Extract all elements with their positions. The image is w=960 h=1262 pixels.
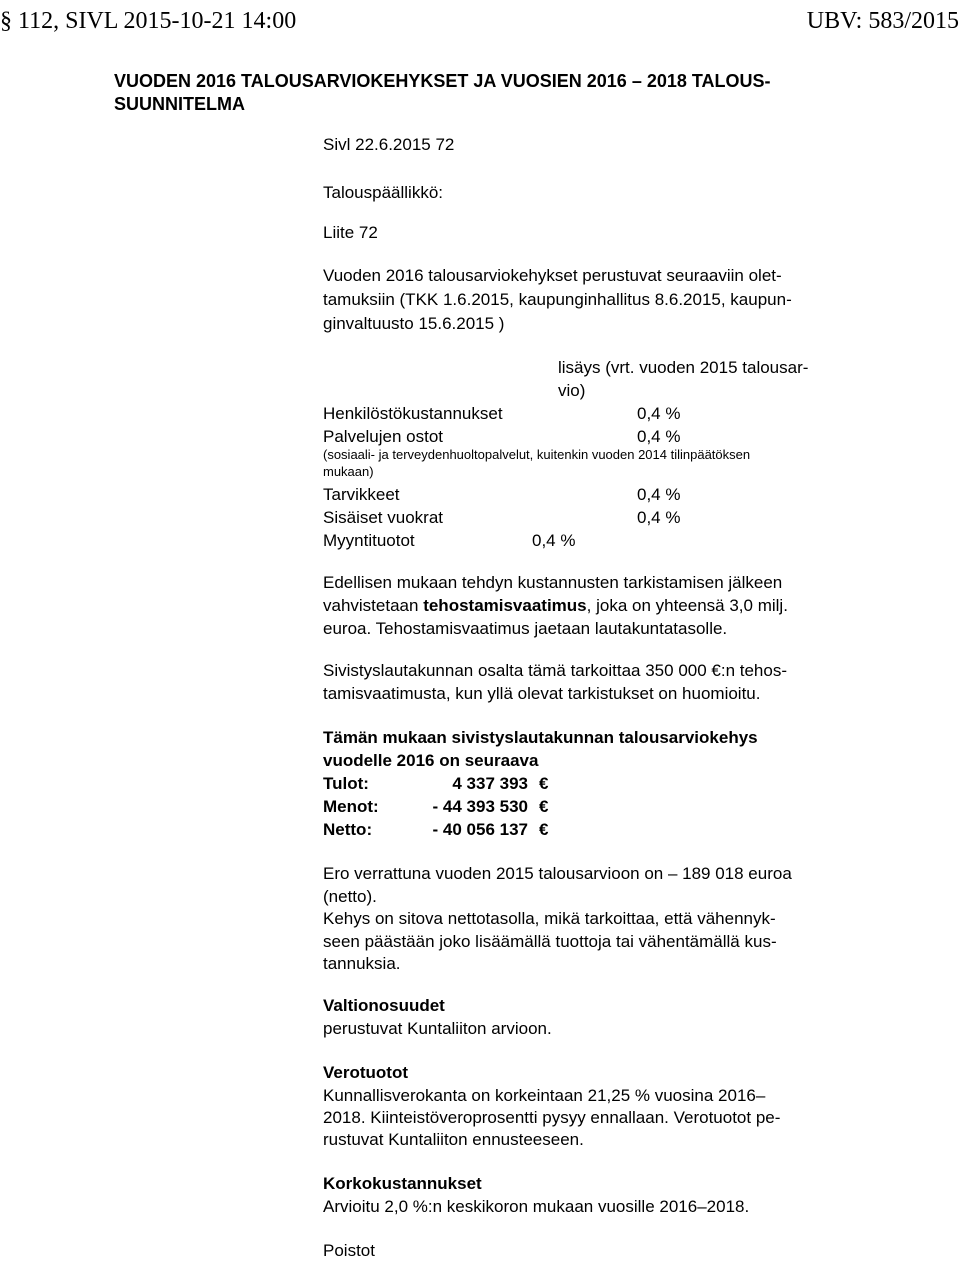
section-text: rustuvat Kuntaliiton ennusteeseen. — [323, 1130, 584, 1149]
increase-row-label: Palvelujen ostot — [323, 427, 444, 446]
euro-sign: € — [539, 797, 549, 816]
framework-row-value: 4 337 393 — [452, 774, 528, 793]
framework-row-label: Menot: — [323, 797, 379, 816]
increase-note: (sosiaali- ja terveydenhuoltopalvelut, kuitenkin vuoden 2014 tilinpäätöksen — [323, 447, 751, 462]
framework-heading: vuodelle 2016 on seuraava — [323, 751, 539, 770]
euro-sign: € — [539, 820, 549, 839]
efficiency-text: , joka on yhteensä 3,0 milj. — [586, 596, 788, 615]
increase-row-label: Henkilöstökustannukset — [323, 404, 503, 423]
education-line: tamisvaatimusta, kun yllä olevat tarkistukset on huomioitu. — [323, 684, 761, 703]
reference-line: Sivl 22.6.2015 72 — [323, 135, 455, 154]
efficiency-keyword: tehostamisvaatimus — [423, 596, 587, 615]
basis-line: ginvaltuusto 15.6.2015 ) — [323, 314, 505, 333]
basis-line: tamuksiin (TKK 1.6.2015, kaupunginhallitus 8.6.2015, kaupun- — [323, 290, 792, 309]
increase-row-value: 0,4 % — [637, 508, 681, 527]
efficiency-line: euroa. Tehostamisvaatimus jaetaan lautakuntatasolle. — [323, 619, 728, 638]
section-text: perustuvat Kuntaliiton arvioon. — [323, 1019, 552, 1038]
efficiency-line: Edellisen mukaan tehdyn kustannusten tarkistamisen jälkeen — [323, 573, 783, 592]
role-line: Talouspäällikkö: — [323, 183, 444, 202]
section-text: 2018. Kiinteistöveroprosentti pysyy ennallaan. Verotuotot pe- — [323, 1108, 781, 1127]
framework-heading: Tämän mukaan sivistyslautakunnan talousarviokehys — [323, 728, 758, 747]
framework-row-value: - 40 056 137 — [432, 820, 528, 839]
framework-row-value: - 44 393 530 — [432, 797, 528, 816]
attachment-line: Liite 72 — [323, 223, 378, 242]
efficiency-line — [323, 595, 788, 617]
section-heading: Valtionosuudet — [323, 996, 445, 1015]
increase-note: mukaan) — [323, 464, 374, 479]
framework-row-label: Netto: — [323, 820, 373, 839]
increase-row-value: 0,4 % — [532, 531, 576, 550]
framework-row-label: Tulot: — [323, 774, 369, 793]
section-text: Arvioitu 2,0 %:n keskikoron mukaan vuosille 2016–2018. — [323, 1197, 750, 1216]
efficiency-text: vahvistetaan — [323, 596, 424, 615]
increase-row-value: 0,4 % — [637, 427, 681, 446]
section-heading: Verotuotot — [323, 1063, 408, 1082]
comparison-line: (netto). — [323, 887, 377, 906]
comparison-line: tannuksia. — [323, 954, 401, 973]
section-heading-poistot: Poistot — [323, 1241, 375, 1260]
document-title-line1: VUODEN 2016 TALOUSARVIOKEHYKSET JA VUOSIEN 2016 – 2018 TALOUS- — [114, 71, 771, 91]
header-left: § 112, SIVL 2015-10-21 14:00 — [0, 8, 297, 34]
comparison-line: seen päästään joko lisäämällä tuottoja tai vähentämällä kus- — [323, 932, 777, 951]
increase-row-label: Myyntituotot — [323, 531, 415, 550]
increase-header: lisäys (vrt. vuoden 2015 talousar- — [558, 358, 809, 377]
section-text: Kunnallisverokanta on korkeintaan 21,25 % vuosina 2016– — [323, 1086, 766, 1105]
increase-row-label: Tarvikkeet — [323, 485, 400, 504]
increase-row-label: Sisäiset vuokrat — [323, 508, 443, 527]
header-right: UBV: 583/2015 — [806, 8, 959, 34]
basis-line: Vuoden 2016 talousarviokehykset perustuvat seuraaviin olet- — [323, 266, 782, 285]
comparison-line: Kehys on sitova nettotasolla, mikä tarkoittaa, että vähennyk- — [323, 909, 776, 928]
increase-header: vio) — [558, 381, 586, 400]
euro-sign: € — [539, 774, 549, 793]
increase-row-value: 0,4 % — [637, 404, 681, 423]
comparison-line: Ero verrattuna vuoden 2015 talousarvioon on – 189 018 euroa — [323, 864, 792, 883]
increase-row-value: 0,4 % — [637, 485, 681, 504]
document-title-line2: SUUNNITELMA — [114, 94, 245, 114]
section-heading: Korkokustannukset — [323, 1174, 482, 1193]
education-line: Sivistyslautakunnan osalta tämä tarkoittaa 350 000 €:n tehos- — [323, 661, 788, 680]
